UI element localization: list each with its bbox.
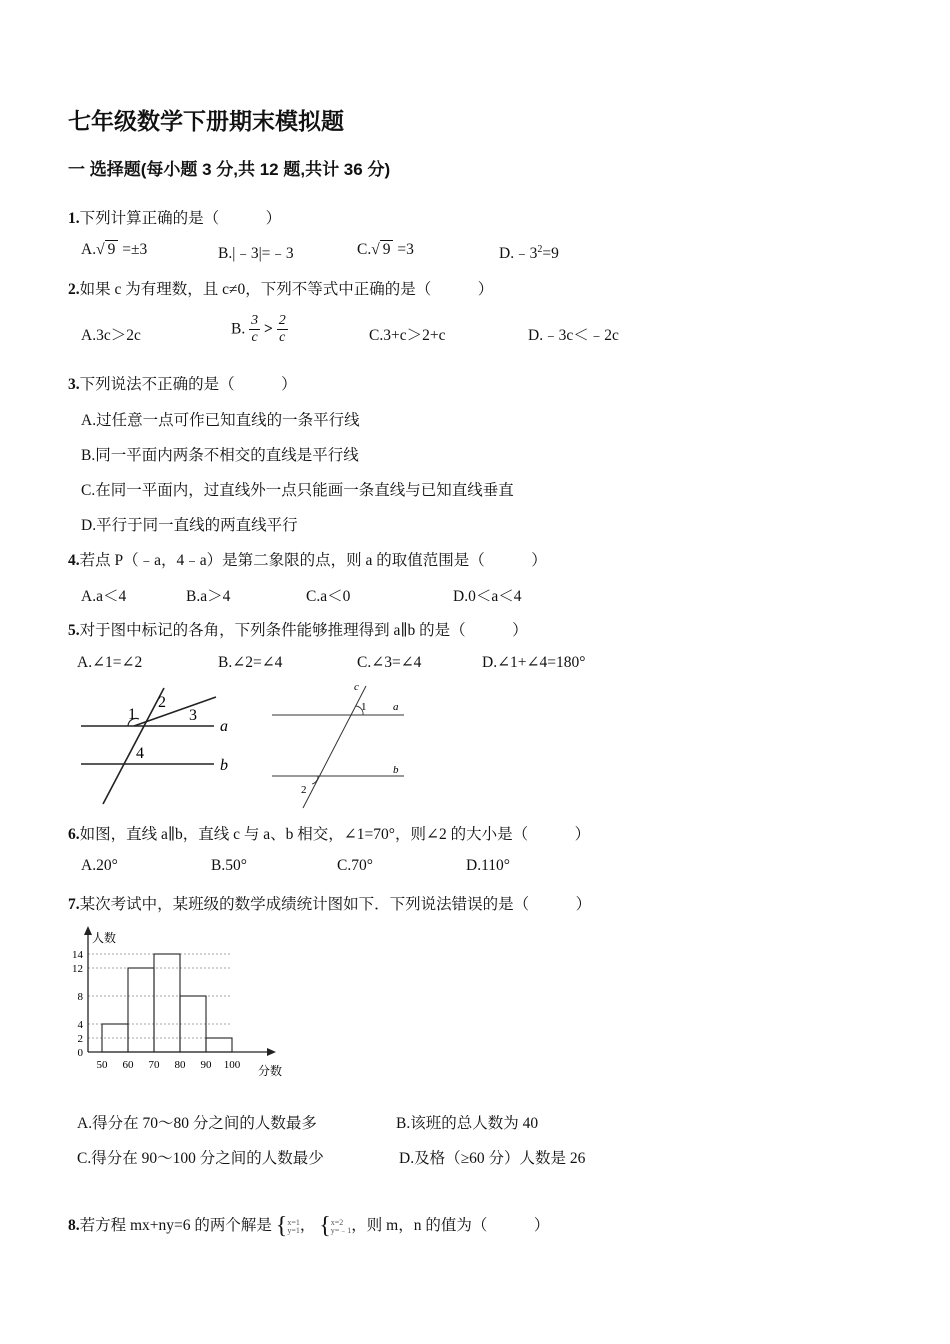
- q4-option-a: A.a＜4: [81, 588, 127, 605]
- q7-option-d: D.及格（≥60 分）人数是 26: [399, 1150, 586, 1167]
- question-text: 如图，直线 a∥b，直线 c 与 a、b 相交，∠1=70°，则∠2 的大小是（ ）: [79, 826, 591, 843]
- line-label-a: a: [220, 718, 228, 735]
- question-3: [68, 372, 297, 394]
- question-4: [68, 548, 547, 570]
- equation-system-2: x=2 y=﹣1: [330, 1217, 352, 1235]
- question-text: 若方程 mx+ny=6 的两个解是: [79, 1217, 272, 1235]
- line-c: [303, 686, 366, 808]
- question-text: 若点 P（﹣a，4﹣a）是第二象限的点，则 a 的取值范围是（ ）: [79, 552, 547, 569]
- q2-option-b: B. $\frac{3}{c}$ > $\frac{2}{c}$: [231, 313, 286, 345]
- page-title: 七年级数学下册期末模拟题: [68, 108, 344, 134]
- question-number: 2.: [68, 281, 80, 298]
- histogram-bar-70-80: [154, 954, 180, 1052]
- line-label-a: a: [393, 701, 399, 713]
- question-text: 如果 c 为有理数，且 c≠0，下列不等式中正确的是（ ）: [79, 281, 494, 298]
- q6-option-b: B.50°: [211, 857, 247, 874]
- question-number: 8.: [68, 1217, 80, 1235]
- q3-option-a: A.过任意一点可作已知直线的一条平行线: [81, 412, 360, 429]
- q7-option-c: C.得分在 90～100 分之间的人数最少: [77, 1150, 324, 1167]
- question-8: 8.若方程 mx+ny=6 的两个解是 { x=1 y=1 ， { x=2 y=﹣1 ，则 m，n 的值为（ ）: [68, 1213, 550, 1239]
- q1-option-b: B.|﹣3|=﹣3: [218, 245, 294, 262]
- question-text: 下列说法不正确的是（ ）: [79, 376, 297, 393]
- angle-label-3: 3: [189, 707, 197, 724]
- question-number: 1.: [68, 210, 80, 227]
- y-tick-label: 12: [72, 963, 83, 975]
- question-number: 4.: [68, 552, 80, 569]
- y-axis-arrow: [84, 926, 92, 935]
- q5-option-a: A.∠1=∠2: [77, 654, 143, 671]
- q3-option-b: B.同一平面内两条不相交的直线是平行线: [81, 447, 359, 464]
- x-tick-label: 80: [174, 1059, 186, 1071]
- angle-label-1: 1: [128, 706, 136, 723]
- sqrt-symbol: √: [371, 241, 380, 258]
- angle-label-4: 4: [136, 745, 144, 762]
- q5-option-d: D.∠1+∠4=180°: [482, 654, 586, 671]
- q6-option-a: A.20°: [81, 857, 118, 874]
- question-text: 某次考试中，某班级的数学成绩统计图如下．下列说法错误的是（ ）: [79, 896, 592, 913]
- x-tick-label: 50: [96, 1059, 108, 1071]
- angle-label-1: 1: [361, 701, 367, 713]
- q6-option-d: D.110°: [466, 857, 510, 874]
- line-label-b: b: [393, 764, 399, 776]
- q1-option-d: $D.﹣3^2=9$: [499, 243, 559, 262]
- angle-label-2: 2: [301, 784, 307, 796]
- section-title: 一 选择题(每小题 3 分,共 12 题,共计 36 分): [68, 160, 391, 179]
- question-2: [68, 277, 493, 299]
- line-label-c: c: [354, 681, 359, 693]
- q5-option-c: C.∠3=∠4: [357, 654, 422, 671]
- q6-option-c: C.70°: [337, 857, 373, 874]
- equation-system-1: x=1 y=1: [287, 1217, 300, 1235]
- left-brace: {: [319, 1213, 331, 1239]
- q2-option-a: A.3c＞2c: [81, 327, 141, 344]
- x-tick-label: 100: [223, 1059, 241, 1071]
- q5-figure: [76, 683, 246, 808]
- q4-option-c: C.a＜0: [306, 588, 351, 605]
- question-1: [68, 206, 281, 228]
- q7-option-a: A.得分在 70～80 分之间的人数最多: [77, 1115, 317, 1132]
- question-number: 6.: [68, 826, 80, 843]
- y-tick-label: 0: [77, 1047, 83, 1059]
- histogram-bar-90-100: [206, 1038, 232, 1052]
- q6-figure: [268, 678, 408, 810]
- q3-option-c: C.在同一平面内，过直线外一点只能画一条直线与已知直线垂直: [81, 482, 514, 499]
- line-label-b: b: [220, 757, 228, 774]
- q2-option-c: C.3+c＞2+c: [369, 327, 446, 344]
- x-tick-label: 60: [122, 1059, 134, 1071]
- question-5: [68, 618, 528, 640]
- y-axis-label: 人数: [92, 931, 117, 945]
- sqrt-symbol: √: [96, 241, 105, 258]
- x-tick-label: 70: [148, 1059, 160, 1071]
- q2-option-d: D.﹣3c＜﹣2c: [528, 327, 619, 344]
- q7-option-b: B.该班的总人数为 40: [396, 1115, 539, 1132]
- question-number: 7.: [68, 896, 80, 913]
- x-tick-label: 90: [200, 1059, 212, 1071]
- q3-option-d: D.平行于同一直线的两直线平行: [81, 517, 298, 534]
- score-histogram: [64, 922, 294, 1082]
- q5-option-b: B.∠2=∠4: [218, 654, 283, 671]
- question-7: [68, 892, 591, 914]
- angle-arc-2: [312, 776, 318, 784]
- y-tick-label: 2: [77, 1033, 83, 1045]
- x-axis-arrow: [267, 1048, 276, 1056]
- question-number: 3.: [68, 376, 80, 393]
- histogram-bar-60-70: [128, 968, 154, 1052]
- y-tick-label: 14: [72, 949, 83, 961]
- question-number: 5.: [68, 622, 80, 639]
- second-transversal-line: [134, 697, 216, 726]
- q4-option-d: D.0＜a＜4: [453, 588, 522, 605]
- question-text: 对于图中标记的各角，下列条件能够推理得到 a∥b 的是（ ）: [79, 622, 528, 639]
- q1-option-c: C.√ 9 =3: [357, 241, 414, 258]
- angle-label-2: 2: [158, 694, 166, 711]
- q4-option-b: B.a＞4: [186, 588, 231, 605]
- q1-option-a: A.√ 9 =±3: [81, 241, 148, 258]
- y-tick-label: 4: [77, 1019, 83, 1031]
- question-text: 下列计算正确的是（ ）: [79, 210, 282, 227]
- question-6: [68, 822, 590, 844]
- y-tick-label: 8: [77, 991, 83, 1003]
- left-brace: {: [275, 1213, 288, 1239]
- x-axis-label: 分数: [258, 1064, 283, 1078]
